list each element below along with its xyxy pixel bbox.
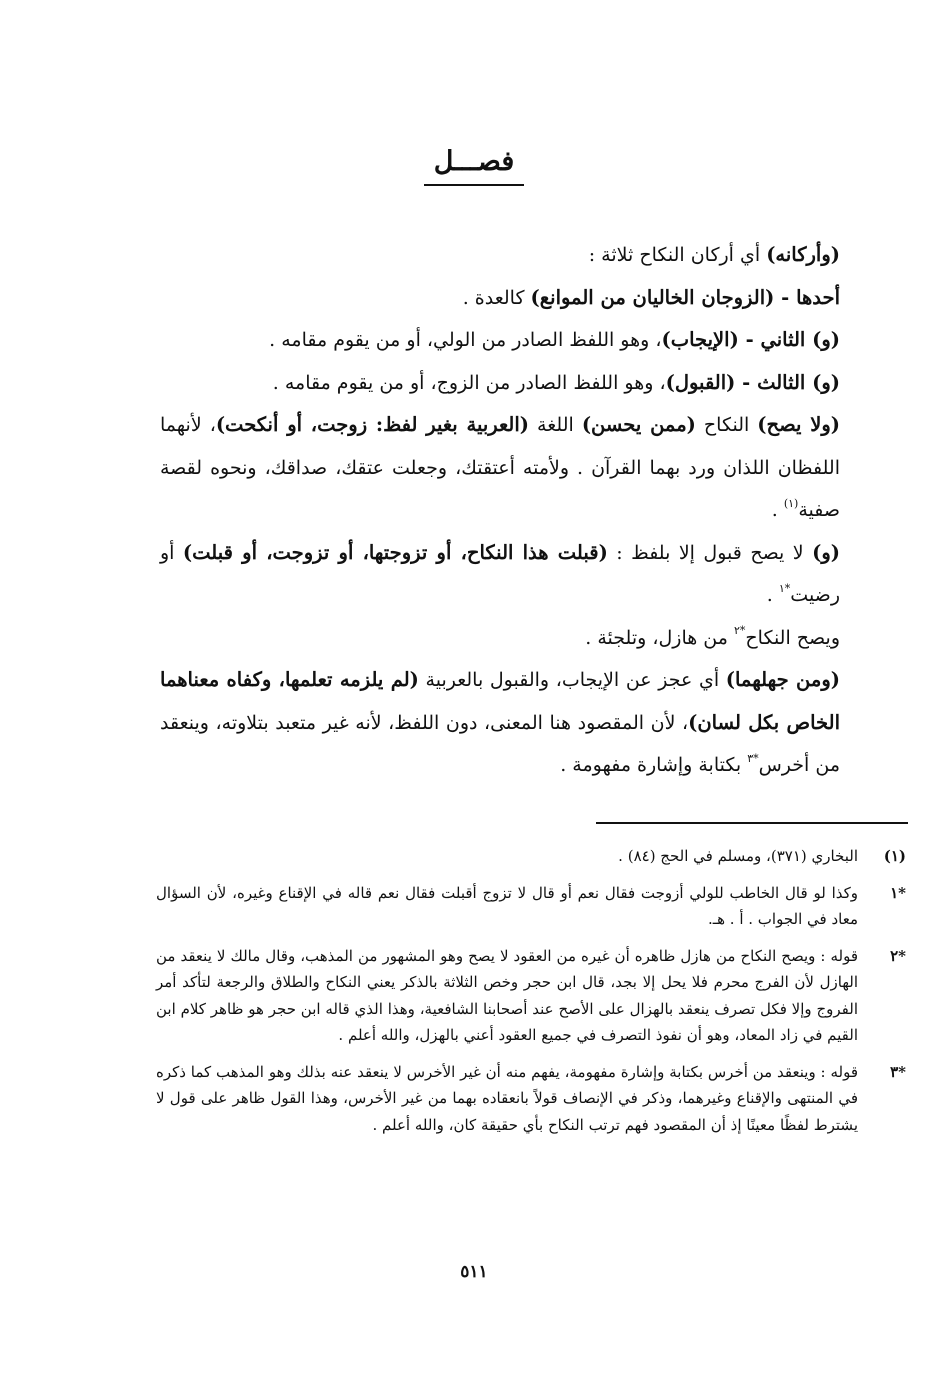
paragraph	[160, 617, 878, 660]
sharh-text: أي عجز عن الإيجاب، والقبول بالعربية	[418, 669, 726, 691]
paragraph	[160, 234, 878, 277]
bold-matn-text: (العربية بغير لفظ: زوجت، أو أنكحت)	[215, 413, 530, 436]
sharh-text: النكاح	[695, 414, 758, 436]
sharh-text: بكتابة وإشارة مفهومة .	[560, 754, 748, 776]
sharh-text: ، لأنهما اللفظان اللذان ورد بهما القرآن . ولأمته أعتقتك، وجعلت عتقك، صداقك، ونحوه لقصة صفية	[160, 414, 840, 521]
footnote-text: قوله : ويصح النكاح من هازل ظاهره أن غيره من العقود لا يصح وهو المشهور من المذهب، وقال مالك لا ينعقد من الهازل لأن الفرج محرم فلا يحل إلا بجد، قال ابن حجر وخص الثلاثة بالذكر يعني النكاح والطلاق والرجعة لتأكد أمر الفروج وإلا فكل تصرف ينعقد بالهزال على الأصح عند أصحابنا الشافعية، وهذا الذي قاله ابن حجر هو ظاهر كلام ابن القيم في زاد المعاد، وهو أن نفوذ التصرف في جميع العقود أعني بالهزل، والله أعلم .	[156, 946, 858, 1044]
footnote-reference: (١)	[783, 496, 799, 510]
main-text	[160, 234, 878, 787]
footnote-mark: *٣	[890, 1062, 906, 1081]
footnote	[156, 843, 906, 870]
footnote-text: قوله : وينعقد من أخرس بكتابة وإشارة مفهومة، يفهم منه أن غير الأخرس لا ينعقد عنه بذلك وهو المذهب كما ذكره في المنتهى والإقناع وغيرهما، وذكر في الإنصاف قولاً بانعقاده بهما من غير الأخرس، وهذا القول ظاهر على قول لا يشترط لفظًا معينًا إذ أن المقصود فهم ترتب النكاح بأي حقيقة كان، والله أعلم .	[156, 1062, 858, 1134]
paragraph	[160, 404, 878, 532]
footnote-reference: *١	[778, 581, 791, 595]
sharh-text: أو رضيت	[160, 541, 840, 606]
sharh-text: ، وهو اللفظ الصادر من الزوج، أو من يقوم مقامه .	[272, 371, 666, 394]
bold-matn-text: (ولا يصح)	[757, 413, 840, 436]
sharh-text: لا يصح قبول إلا بلفظ :	[607, 541, 813, 564]
paragraph	[160, 277, 878, 320]
chapter-title-text: فصـــل	[424, 142, 525, 186]
footnote-text: البخاري (٣٧١)، ومسلم في الحج (٨٤) .	[618, 847, 858, 865]
bold-matn-text: (و)	[812, 540, 840, 564]
sharh-text: من هازل، وتلجئة .	[585, 626, 734, 649]
chapter-title	[0, 142, 948, 186]
footnote-reference: *٣	[747, 751, 759, 765]
bold-matn-text: (وأركانه)	[766, 243, 840, 266]
paragraph	[160, 659, 878, 787]
sharh-text: كالعدة .	[462, 286, 531, 309]
sharh-text: .	[766, 584, 779, 606]
bold-matn-text: (قبلت هذا النكاح، أو تزوجتها، أو تزوجت، أو قبلت)	[182, 540, 608, 564]
footnote-separator	[596, 822, 908, 824]
sharh-text: ، لأن المقصود هنا المعنى، دون اللفظ، لأنه غير متعبد بتلاوته، وينعقد من أخرس	[160, 711, 840, 776]
footnote-mark: *١	[890, 883, 906, 902]
footnote	[156, 880, 906, 933]
sharh-text: ، وهو اللفظ الصادر من الولي، أو من يقوم مقامه .	[269, 329, 662, 351]
bold-matn-text: أحدها - (الزوجان الخاليان من الموانع)	[530, 285, 840, 309]
footnote	[156, 1059, 906, 1139]
bold-matn-text: (لم يلزمه تعلمها، وكفاه معناهما الخاص بكل لسان)	[160, 668, 840, 734]
bold-matn-text: (و) الثالث - (القبول)	[665, 370, 840, 394]
bold-matn-text: (ومن جهلهما)	[725, 668, 840, 691]
footnote	[156, 943, 906, 1049]
footnote-mark: *٢	[890, 946, 906, 965]
paragraph	[160, 362, 878, 405]
footnotes	[156, 843, 906, 1148]
footnote-reference: *٢	[733, 624, 746, 638]
sharh-text: أي أركان النكاح ثلاثة :	[588, 244, 767, 266]
paragraph	[160, 532, 878, 617]
sharh-text: اللغة	[529, 414, 582, 436]
bold-matn-text: (و) الثاني - (الإيجاب)	[661, 328, 840, 351]
bold-matn-text: (ممن يحسن)	[581, 413, 696, 436]
sharh-text: ويصح النكاح	[745, 626, 840, 649]
paragraph	[160, 319, 878, 362]
page-number: ٥١١	[460, 1262, 488, 1282]
footnote-text: وكذا لو قال الخاطب للولي أزوجت فقال نعم أو قال لا تزوج أقبلت فقال نعم قاله في الإقناع وغيره، لأن السؤال معاد في الجواب . أ . هـ.	[156, 883, 858, 928]
sharh-text: .	[771, 499, 784, 521]
footnote-mark: (١)	[883, 847, 906, 865]
